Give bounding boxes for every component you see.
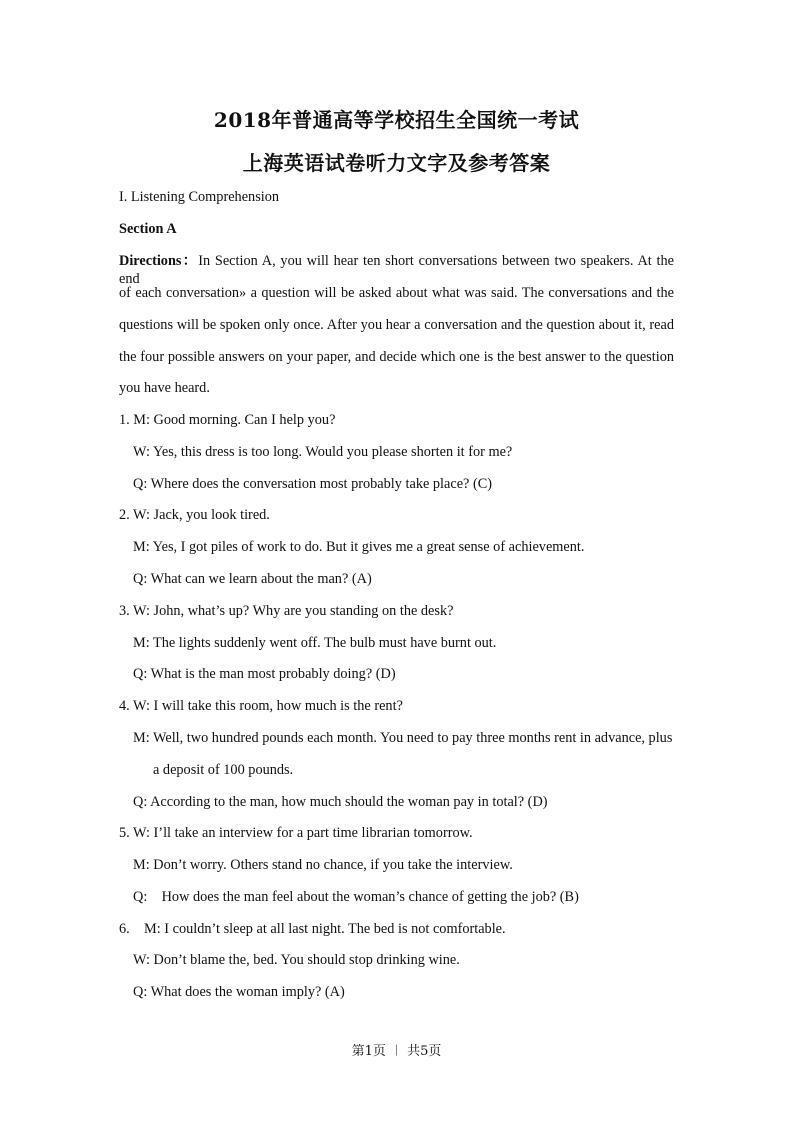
item-2-line-2: M: Yes, I got piles of work to do. But it gives me a great sense of achievement. xyxy=(133,539,585,555)
item-6-line-1: 6. M: I couldn’t sleep at all last night. The bed is not comfortable. xyxy=(119,921,506,937)
directions-line-5: you have heard. xyxy=(119,380,210,396)
item-5-line-2: M: Don’t worry. Others stand no chance, if you take the interview. xyxy=(133,857,513,873)
item-1-line-2: W: Yes, this dress is too long. Would you please shorten it for me? xyxy=(133,444,513,460)
section-heading: Section A xyxy=(119,221,177,237)
item-2-line-1: 2. W: Jack, you look tired. xyxy=(119,507,270,523)
item-6-line-2: W: Don’t blame the, bed. You should stop drinking wine. xyxy=(133,952,460,968)
item-6-question: Q: What does the woman imply? (A) xyxy=(133,984,345,1000)
item-4-question: Q: According to the man, how much should the woman pay in total? (D) xyxy=(133,794,548,810)
item-5-question: Q: How does the man feel about the woman’s chance of getting the job? (B) xyxy=(133,889,579,905)
page-title-line-1: 2018年普通高等学校招生全国统一考试 xyxy=(213,108,580,132)
item-1-line-1: 1. M: Good morning. Can I help you? xyxy=(119,412,336,428)
page-title-line-2: 上海英语试卷听力文字及参考答案 xyxy=(242,151,551,175)
item-2-question: Q: What can we learn about the man? (A) xyxy=(133,571,372,587)
directions-line-1 xyxy=(119,252,674,288)
directions-text-1: In Section A, you will hear ten short conversations between two speakers. At the end xyxy=(119,253,674,287)
item-4-line-1: 4. W: I will take this room, how much is the rent? xyxy=(119,698,403,714)
directions-line-2: of each conversation» a question will be asked about what was said. The conversations and the xyxy=(119,285,674,301)
directions-line-4: the four possible answers on your paper, and decide which one is the best answer to the question xyxy=(119,349,674,365)
item-4-line-2-continued: a deposit of 100 pounds. xyxy=(153,762,294,778)
page-footer: 第1页 ︱ 共5页 xyxy=(351,1044,442,1059)
item-3-question: Q: What is the man most probably doing? (D) xyxy=(133,666,396,682)
directions-line-3: questions will be spoken only once. After you hear a conversation and the question about it, read xyxy=(119,317,674,333)
item-3-line-1: 3. W: John, what’s up? Why are you standing on the desk? xyxy=(119,603,454,619)
item-4-line-2: M: Well, two hundred pounds each month. You need to pay three months rent in advance, plus xyxy=(133,730,673,746)
item-1-question: Q: Where does the conversation most probably take place? (C) xyxy=(133,476,493,492)
directions-label: Directions： xyxy=(119,253,199,269)
item-5-line-1: 5. W: I’ll take an interview for a part time librarian tomorrow. xyxy=(119,825,473,841)
part-heading: I. Listening Comprehension xyxy=(119,189,280,205)
item-3-line-2: M: The lights suddenly went off. The bulb must have burnt out. xyxy=(133,635,497,651)
